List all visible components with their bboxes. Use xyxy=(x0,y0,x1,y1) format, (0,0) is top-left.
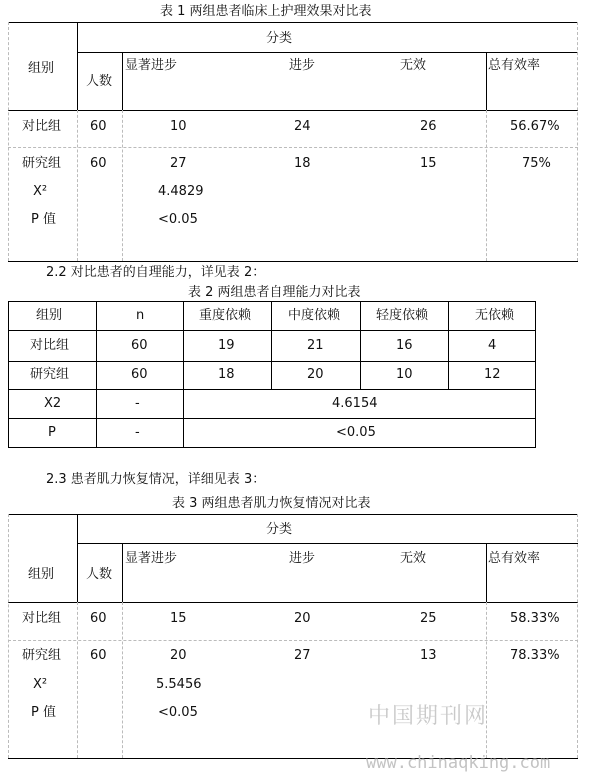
row-b: 18 xyxy=(294,156,311,171)
row-severe: 19 xyxy=(218,338,235,353)
row-count: 60 xyxy=(90,156,107,171)
table1-col-count: 人数 xyxy=(86,74,113,89)
row-none: 12 xyxy=(484,367,501,382)
table1-col-c: 无效 xyxy=(400,58,427,73)
table2-header-n: n xyxy=(136,308,145,323)
table2-header-severe: 重度依赖 xyxy=(199,308,252,323)
table1-col-a: 显著进步 xyxy=(125,58,178,73)
row-b: 20 xyxy=(294,611,311,626)
row-d: 56.67% xyxy=(510,119,560,134)
row-severe: 18 xyxy=(218,367,235,382)
table3-p-value: <0.05 xyxy=(158,705,198,720)
row-n: 60 xyxy=(131,338,148,353)
table1-col-d: 总有效率 xyxy=(488,58,541,73)
section-2-3-text: 2.3 患者肌力恢复情况，详细见表 3： xyxy=(46,472,266,487)
row-group: 对比组 xyxy=(22,119,62,134)
row-value: 4.6154 xyxy=(332,396,378,411)
table3-col-c: 无效 xyxy=(400,551,427,566)
table2-header-group: 组别 xyxy=(36,308,63,323)
row-n: - xyxy=(135,396,140,411)
row-mild: 16 xyxy=(396,338,413,353)
row-b: 24 xyxy=(294,119,311,134)
row-a: 15 xyxy=(170,611,187,626)
table1-caption: 表 1 两组患者临床上护理效果对比表 xyxy=(160,4,372,19)
row-group: 对比组 xyxy=(30,338,70,353)
row-group: X2 xyxy=(44,396,62,411)
table3-col-a: 显著进步 xyxy=(125,551,178,566)
row-a: 27 xyxy=(170,156,187,171)
row-mild: 10 xyxy=(396,367,413,382)
row-c: 26 xyxy=(420,119,437,134)
table3-col-group: 组别 xyxy=(28,567,55,582)
row-n: 60 xyxy=(131,367,148,382)
table2-header-moderate: 中度依赖 xyxy=(288,308,341,323)
row-count: 60 xyxy=(90,611,107,626)
row-moderate: 21 xyxy=(307,338,324,353)
table2-header-mild: 轻度依赖 xyxy=(376,308,429,323)
table3-p-label: P 值 xyxy=(31,705,56,720)
section-2-2-text: 2.2 对比患者的自理能力，详见表 2： xyxy=(46,265,266,280)
table1-col-group: 组别 xyxy=(28,61,55,76)
row-c: 25 xyxy=(420,611,437,626)
table3-col-count: 人数 xyxy=(86,567,113,582)
row-group: 研究组 xyxy=(30,367,70,382)
table1-p-label: P 值 xyxy=(31,212,56,227)
row-a: 20 xyxy=(170,648,187,663)
watermark-url: www.chinaqking.com xyxy=(366,753,551,773)
table3-header-group: 分类 xyxy=(266,522,293,537)
table1-chi-label: X² xyxy=(33,184,48,199)
row-group: P xyxy=(48,425,56,440)
table3-col-d: 总有效率 xyxy=(488,551,541,566)
table3-chi-label: X² xyxy=(33,677,48,692)
row-group: 研究组 xyxy=(22,156,62,171)
row-b: 27 xyxy=(294,648,311,663)
row-value: <0.05 xyxy=(336,425,376,440)
table3-chi-value: 5.5456 xyxy=(156,677,202,692)
row-c: 15 xyxy=(420,156,437,171)
watermark-name: 中国期刊网 xyxy=(368,704,489,729)
table1-col-b: 进步 xyxy=(289,58,316,73)
row-count: 60 xyxy=(90,648,107,663)
row-n: - xyxy=(135,425,140,440)
table2-caption: 表 2 两组患者自理能力对比表 xyxy=(188,285,361,300)
row-group: 研究组 xyxy=(22,648,62,663)
table1-chi-value: 4.4829 xyxy=(158,184,204,199)
row-a: 10 xyxy=(170,119,187,134)
table2-header-none: 无依赖 xyxy=(475,308,515,323)
row-none: 4 xyxy=(488,338,497,353)
table3-caption: 表 3 两组患者肌力恢复情况对比表 xyxy=(172,496,371,511)
row-d: 58.33% xyxy=(510,611,560,626)
table1-header-group: 分类 xyxy=(266,31,293,46)
row-c: 13 xyxy=(420,648,437,663)
row-d: 75% xyxy=(522,156,551,171)
row-group: 对比组 xyxy=(22,611,62,626)
row-moderate: 20 xyxy=(307,367,324,382)
table1-p-value: <0.05 xyxy=(158,212,198,227)
row-d: 78.33% xyxy=(510,648,560,663)
row-count: 60 xyxy=(90,119,107,134)
table3-col-b: 进步 xyxy=(289,551,316,566)
